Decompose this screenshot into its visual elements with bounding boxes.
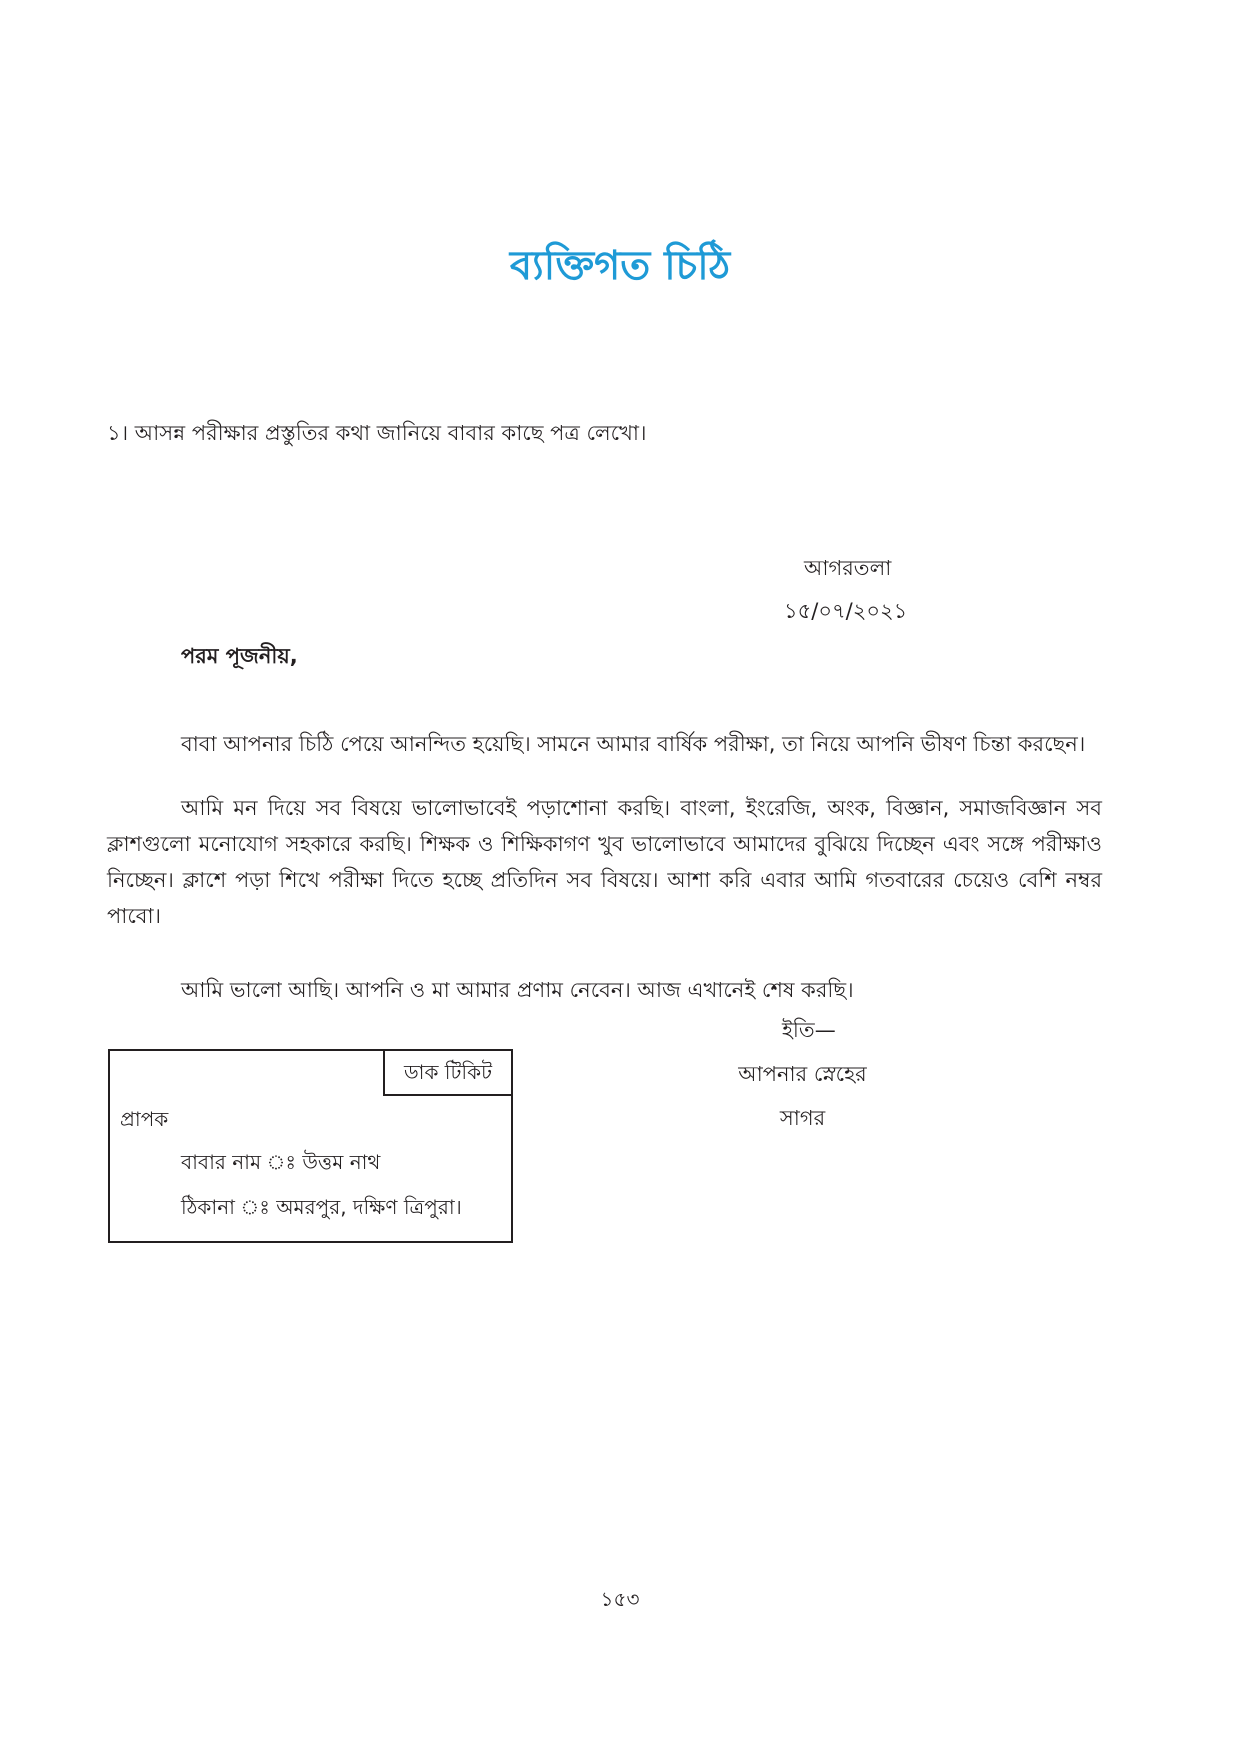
letter-date: ১৫/০৭/২০২১: [784, 599, 908, 623]
recipient-name: বাবার নাম ঃ উত্তম নাথ: [181, 1150, 381, 1174]
page-number: ১৫৩: [600, 1587, 640, 1611]
letter-paragraph-3: আমি ভালো আছি। আপনি ও মা আমার প্রণাম নেবেন। আজ এখানেই শেষ করছি।: [181, 978, 854, 1002]
letter-paragraph-2: আমি মন দিয়ে সব বিষয়ে ভালোভাবেই পড়াশোনা করছি। বাংলা, ইংরেজি, অংক, বিজ্ঞান, সমাজবিজ্ঞান সব ক্লাশগুলো মনোযোগ সহকারে করছি। শিক্ষক ও শিক্ষিকাগণ খুব ভালোভাবে আমাদের বুঝিয়ে দিচ্ছেন এবং সঙ্গে পরীক্ষাও নিচ্ছেন। ক্লাশে পড়া শিখে পরীক্ষা দিতে হচ্ছে প্রতিদিন সব বিষয়ে। আশা করি এবার আমি গতবারের চেয়েও বেশি নম্বর পাবো।: [107, 796, 1102, 928]
stamp-box: ডাক টিকিট: [383, 1049, 513, 1096]
closing-name: সাগর: [779, 1106, 826, 1130]
envelope-box: [108, 1049, 513, 1243]
letter-place: আগরতলা: [804, 556, 892, 580]
question-text: ১। আসন্ন পরীক্ষার প্রস্তুতির কথা জানিয়ে বাবার কাছে পত্র লেখো।: [107, 421, 647, 445]
recipient-label: প্রাপক: [120, 1107, 169, 1131]
letter-paragraph-1: বাবা আপনার চিঠি পেয়ে আনন্দিত হয়েছি। সামনে আমার বার্ষিক পরীক্ষা, তা নিয়ে আপনি ভীষণ চিন্তা করছেন।: [181, 732, 1086, 756]
closing-affection: আপনার স্নেহের: [738, 1062, 867, 1086]
page-title: ব্যক্তিগত চিঠি: [509, 243, 731, 289]
recipient-address: ঠিকানা ঃ অমরপুর, দক্ষিণ ত্রিপুরা।: [181, 1195, 462, 1219]
letter-salutation: পরম পূজনীয়,: [181, 644, 298, 668]
closing-iti: ইতি—: [782, 1018, 836, 1042]
